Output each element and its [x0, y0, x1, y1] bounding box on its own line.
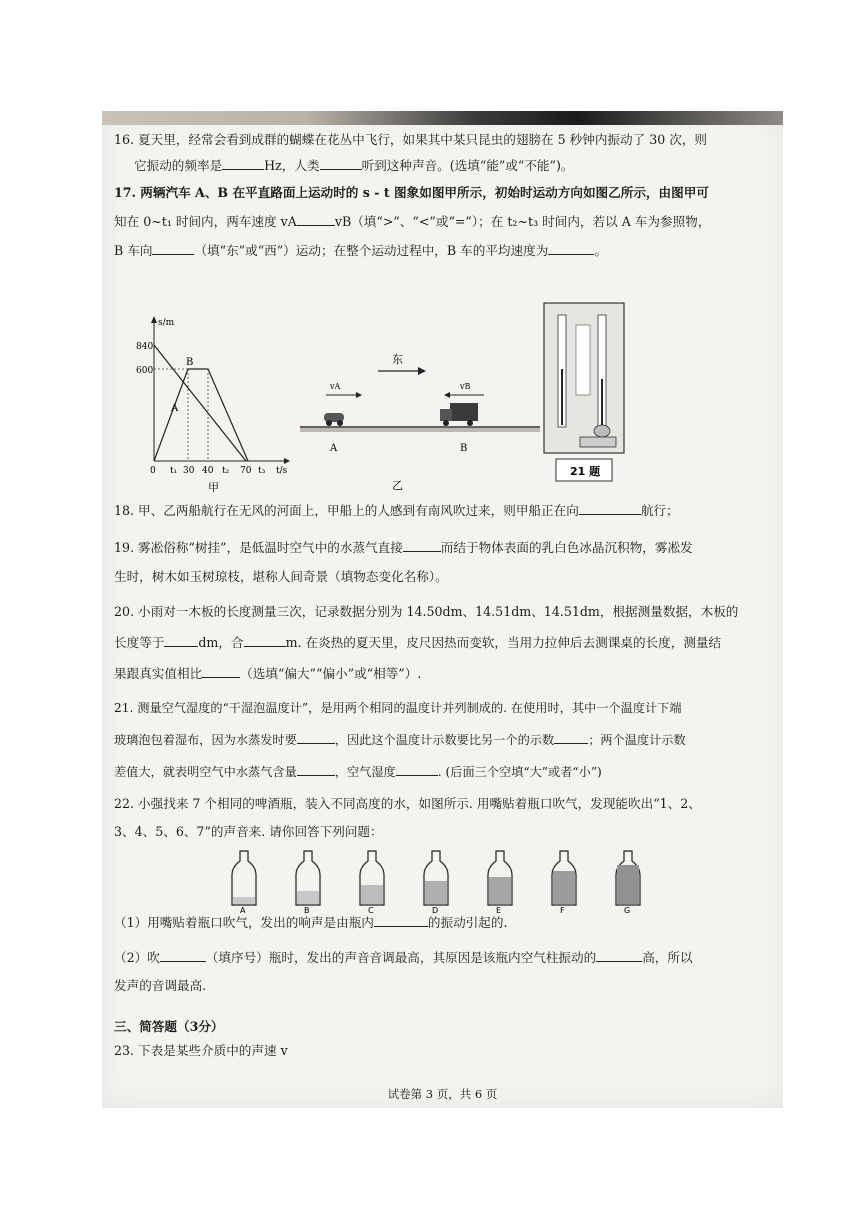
bottle-water: [233, 897, 255, 904]
bottle-e: [488, 851, 512, 915]
va-arrowhead: [356, 392, 362, 398]
q17-line2: 知在 0~t₁ 时间内，两车速度 vA vB（填“>”、“<”或“=”）；在 t₂~t₃ 时间内，若以 A 车为参照物，: [114, 214, 711, 229]
exam-page: [102, 111, 783, 1108]
x-tick-t2: t₂: [222, 466, 230, 476]
bottle-label: C: [368, 906, 374, 915]
q22-blank-source[interactable]: [374, 914, 428, 927]
direction-label: 东: [392, 353, 403, 366]
x-axis-arrow: [284, 458, 290, 464]
east-arrowhead: [418, 367, 426, 375]
car-a-wheel-front: [337, 420, 343, 426]
truck-b-cargo: [450, 403, 478, 421]
car-a-label: A: [330, 443, 338, 454]
label-a: A: [171, 403, 179, 414]
bottles-figure: [230, 847, 650, 915]
x-tick-70: 70: [240, 466, 252, 476]
x-axis-label: t/s: [276, 466, 288, 476]
y-tick-600: 600: [136, 366, 154, 376]
bottle-water: [553, 871, 575, 904]
y-tick-840: 840: [136, 342, 154, 352]
bottle-label: B: [304, 906, 310, 915]
water-container: [580, 437, 616, 447]
bottle-label: F: [560, 906, 565, 915]
q22-sub2-cont: 发声的音调最高.: [114, 978, 207, 993]
q21-blank-heat[interactable]: [297, 731, 335, 744]
q18: 18. 甲、乙两船航行在无风的河面上，甲船上的人感到有南风吹过来，则甲船正在向 航行；: [114, 503, 679, 518]
bottle-outline: [232, 851, 256, 905]
truck-b-label: B: [460, 443, 468, 454]
page-footer: 试卷第 3 页，共 6 页: [387, 1087, 498, 1101]
x-tick-30: 30: [183, 466, 195, 476]
line-b-descending: [154, 345, 246, 461]
q21-line2: 玻璃泡包着湿布，因为水蒸发时要 ，因此这个温度计示数要比另一个的示数 ；两个温度计示数: [114, 733, 686, 747]
q20-blank-error[interactable]: [202, 665, 240, 678]
st-graph-jia: [136, 311, 296, 496]
bottle-label: A: [240, 906, 246, 915]
q16-line1: 16. 夏天里，经常会看到成群的蝴蝶在花丛中飞行，如果其中某只昆虫的翅膀在 5 秒钟内振动了 30 次，则: [114, 132, 708, 147]
q22-blank-frequency[interactable]: [596, 949, 642, 962]
bottle-water: [297, 891, 319, 904]
q16-blank-frequency[interactable]: [222, 157, 264, 170]
q20-blank-dm[interactable]: [164, 634, 198, 647]
bottle-c: [360, 851, 384, 915]
vb-arrowhead: [444, 392, 450, 398]
bottle-g: [616, 851, 640, 915]
bottle-label: G: [624, 906, 631, 915]
q23: 23. 下表是某些介质中的声速 v: [114, 1043, 288, 1058]
vb-label: vB: [460, 382, 471, 391]
q18-blank-direction[interactable]: [579, 502, 641, 515]
q22-blank-bottle[interactable]: [160, 949, 206, 962]
cars-figure-yi: [300, 341, 540, 491]
car-a-wheel-rear: [326, 420, 332, 426]
truck-b-cab: [440, 409, 452, 421]
q16-line2: 它振动的频率是 Hz，人类 听到这种声音。(选填“能”或“不能”)。: [134, 158, 574, 173]
caption-21: 21 题: [570, 465, 601, 478]
q19-line1: 19. 雾凇俗称“树挂”，是低温时空气中的水蒸气直接 而结于物体表面的乳白色冰晶沉积物，雾凇发: [114, 540, 693, 555]
q19-line2: 生时，树木如玉树琼枝，堪称人间奇景（填物态变化名称）。: [114, 569, 448, 584]
q22-sub2: （2）吹 （填序号）瓶时，发出的声音音调最高，其原因是该瓶内空气柱振动的 高，所以: [114, 950, 693, 965]
caption-yi: 乙: [392, 479, 403, 491]
q17-line3: B 车向 （填“东”或“西”）运动；在整个运动过程中，B 车的平均速度为 。: [114, 243, 607, 258]
q20-blank-m[interactable]: [244, 634, 286, 647]
bottle-water: [361, 885, 383, 904]
truck-b-wheel-front: [443, 420, 449, 426]
x-tick-t3: t₃: [258, 466, 266, 476]
x-tick-t1: t₁: [170, 466, 178, 476]
bottle-label: E: [496, 906, 502, 915]
hygrometer-figure: [540, 299, 630, 487]
q17-blank-compare[interactable]: [297, 213, 335, 226]
q20-line3: 果跟真实值相比 （选填“偏大”“偏小”或“相等”）.: [114, 666, 422, 681]
bottle-d: [424, 851, 448, 915]
bottle-a: [232, 851, 256, 915]
bottle-label: D: [432, 906, 439, 915]
wet-cloth: [594, 425, 610, 437]
q21-blank-humidity[interactable]: [396, 763, 438, 776]
road-surface: [300, 428, 540, 432]
q17-blank-avg-speed[interactable]: [548, 242, 594, 255]
caption-jia: 甲: [208, 481, 219, 494]
x-tick-0: 0: [150, 466, 156, 476]
q21-line1: 21. 测量空气湿度的“干湿泡温度计”，是用两个相同的温度计并列制成的. 在使用时，其中一个温度计下端: [114, 701, 682, 715]
q17-blank-direction[interactable]: [152, 242, 194, 255]
bottle-b: [296, 851, 320, 915]
bottle-water: [425, 881, 447, 904]
q19-blank-phase-change[interactable]: [403, 539, 441, 552]
bottle-f: [552, 851, 576, 915]
bottle-water: [489, 877, 511, 904]
q22-sub1: （1）用嘴贴着瓶口吹气，发出的响声是由瓶内 的振动引起的.: [114, 915, 508, 930]
q21-blank-vapor[interactable]: [297, 763, 335, 776]
label-b: B: [186, 357, 194, 368]
line-a-polyline: [154, 369, 248, 461]
q22-line2: 3、4、5、6、7”的声音来. 请你回答下列问题：: [114, 824, 383, 839]
y-axis-label: s/m: [158, 318, 175, 328]
q17-line1: 17. 两辆汽车 A、B 在平直路面上运动时的 s - t 图象如图甲所示，初始时运动方向如图乙所示，由图甲可: [114, 185, 709, 200]
q16-blank-audible[interactable]: [320, 157, 362, 170]
q22-line1: 22. 小强找来 7 个相同的啤酒瓶，装入不同高度的水，如图所示. 用嘴贴着瓶口吹气，发现能吹出“1、2、: [114, 796, 701, 811]
x-tick-40: 40: [202, 466, 214, 476]
y-axis-arrow: [151, 316, 157, 323]
bottle-water: [617, 865, 639, 904]
photo-edge-strip: [102, 111, 783, 125]
q20-line1: 20. 小雨对一木板的长度测量三次，记录数据分别为 14.50dm、14.51dm、14.51dm，根据测量数据，木板的: [114, 604, 739, 619]
section-3-heading: 三、简答题（3分）: [114, 1019, 224, 1034]
va-label: vA: [330, 382, 341, 391]
q20-line2: 长度等于 dm，合 m. 在炎热的夏天里，皮尺因热而变软，当用力拉伸后去测课桌的长度，测量结: [114, 635, 722, 650]
truck-b-wheel-rear: [467, 420, 473, 426]
humidity-scale: [576, 325, 590, 395]
q21-blank-reading[interactable]: [554, 731, 588, 744]
q21-line3: 差值大，就表明空气中水蒸气含量 ，空气湿度 . (后面三个空填“大”或者“小”): [114, 765, 602, 779]
